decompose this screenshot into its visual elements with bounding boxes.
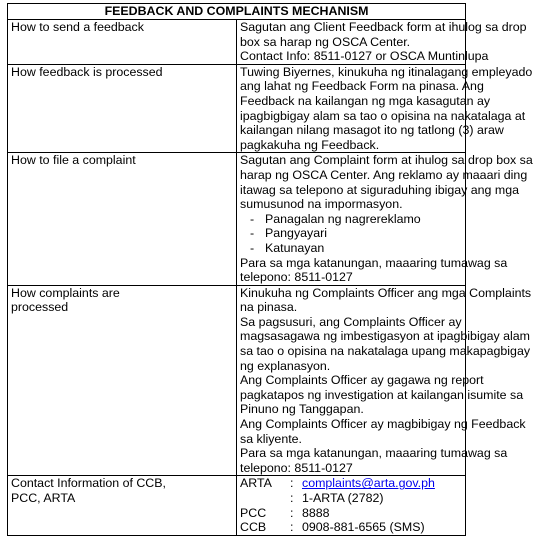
content-line: Ang Complaints Officer ay magbibigay ng Feedback <box>240 417 526 432</box>
row-content <box>237 285 532 476</box>
table-title-row <box>8 4 466 20</box>
content-line: telepono: 8511-0127 <box>240 460 353 475</box>
label-text: How to send a feedback <box>11 20 144 34</box>
content-line: Ang Complaints Officer ay gagawa ng report <box>240 373 484 388</box>
content-line: ipagbigbigay alam sa tao o opisina na nakatalaga at <box>240 108 526 123</box>
list-item: - Katunayan <box>250 240 325 255</box>
label-text: processed <box>11 300 69 315</box>
contact-entry-ccb: CCB : 0908-881-6565 (SMS) <box>240 520 425 535</box>
content-line: sa tao o opisina na nakatalaga upang makapagbigay <box>240 344 531 359</box>
label-text: Contact Information of CCB, <box>11 476 166 491</box>
content-line: ang lahat ng Feedback Form na pinasa. Ang <box>240 79 484 94</box>
contact-entry-arta-email: ARTA : complaints@arta.gov.ph <box>240 476 435 491</box>
content-line: sa kliyente. <box>240 431 302 446</box>
content-line: Contact Info: 8511-0127 or OSCA Muntinlupa <box>240 49 489 64</box>
row-content <box>237 64 533 153</box>
content-line: pagkatapos ng investigation at kailangan isumite sa <box>240 387 524 402</box>
row-label <box>8 476 237 535</box>
content-line: kailangan nilang masagot ito ng tatlong (3) araw <box>240 123 504 138</box>
row-label <box>8 285 237 476</box>
list-item: - Panagalan ng nagrereklamo <box>250 211 421 226</box>
contact-entry-arta-phone: : 1-ARTA (2782) <box>290 491 384 505</box>
dash-bullet-icon: - <box>250 226 255 241</box>
arta-email-link[interactable]: complaints@arta.gov.ph <box>302 476 435 491</box>
label-text: PCC, ARTA <box>11 491 76 505</box>
content-line: magsasagawa ng imbestigasyon at ipagbibigay alam <box>240 329 530 344</box>
contact-entry-pcc: PCC : 8888 <box>240 505 330 520</box>
row-feedback-processed <box>8 64 466 153</box>
content-line: Sagutan ang Client Feedback form at ihulog sa drop <box>240 20 527 34</box>
content-line: Para sa mga katanungan, maaaring tumawag sa <box>240 255 508 270</box>
content-line: Kinukuha ng Complaints Officer ang mga Complaints <box>240 285 532 300</box>
content-line: ng explanasyon. <box>240 358 331 373</box>
content-line: sumusunod na impormasyon. <box>240 197 403 212</box>
label-text: How complaints are <box>11 285 120 300</box>
row-file-complaint <box>8 153 466 285</box>
content-line: Sa pagsusuri, ang Complaints Officer ay <box>240 314 462 329</box>
row-label <box>8 20 237 65</box>
dash-bullet-icon: - <box>250 240 255 255</box>
content-line: telepono: 8511-0127 <box>240 270 353 285</box>
row-label <box>8 153 237 285</box>
row-send-feedback <box>8 20 466 65</box>
dash-bullet-icon: - <box>250 211 255 226</box>
content-line: Pinuno ng Tanggapan. <box>240 402 364 417</box>
content-line: itawag sa telepono at siguraduhing ibigay ang mga <box>240 182 519 197</box>
content-line: Tuwing Biyernes, kinukuha ng itinalagang empleyado <box>240 64 533 79</box>
label-text: How to file a complaint <box>11 153 136 168</box>
content-line: Para sa mga katanungan, maaaring tumawag sa <box>240 446 508 461</box>
row-content <box>237 153 533 285</box>
row-content <box>237 476 466 535</box>
content-line: Feedback na kailangan ng mga kasagutan ay <box>240 93 491 108</box>
label-text: How feedback is processed <box>11 64 163 79</box>
list-item: - Pangyayari <box>250 226 327 241</box>
content-line: pagkakuha ng Feedback. <box>240 137 380 152</box>
row-content <box>237 20 527 65</box>
required-info-list <box>240 212 462 256</box>
content-line: Sagutan ang Complaint form at ihulog sa drop box sa <box>240 153 533 168</box>
row-complaints-processed <box>8 285 466 476</box>
content-line: na pinasa. <box>240 300 298 315</box>
row-contact-information <box>8 476 466 535</box>
row-label <box>8 64 237 153</box>
content-line: box sa harap ng OSCA Center. <box>240 34 411 49</box>
feedback-mechanism-table <box>7 3 533 536</box>
table-title: FEEDBACK AND COMPLAINTS MECHANISM <box>8 4 466 20</box>
content-line: harap ng OSCA Center. Ang reklamo ay maaari ding <box>240 167 528 182</box>
